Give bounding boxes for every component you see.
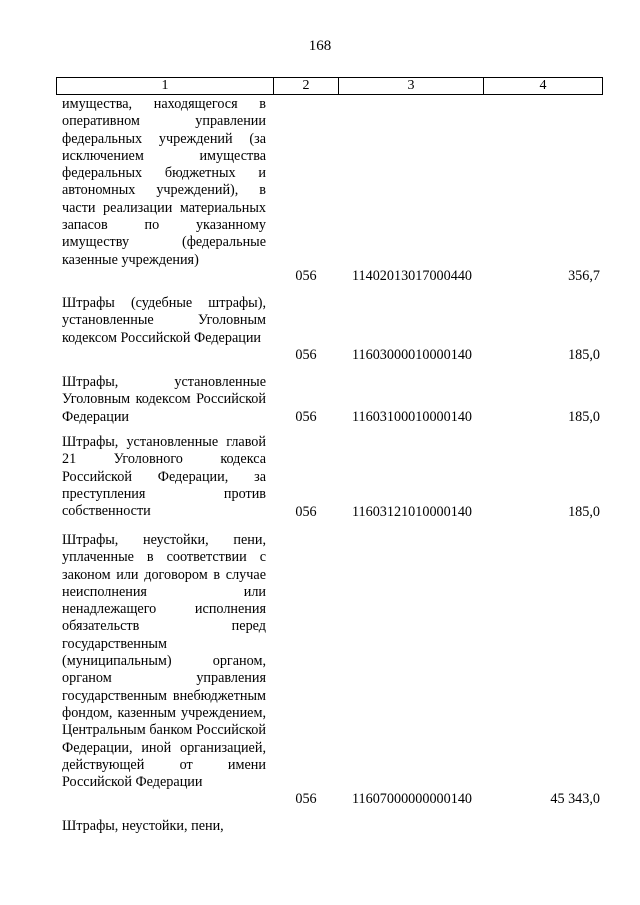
row-kbk: 11603121010000140 [351,504,473,520]
row-amount: 185,0 [568,347,600,363]
row-amount: 185,0 [568,504,600,520]
row-code: 056 [295,268,317,284]
row-description: Штрафы, установленные главой 21 Уголовного кодекса Российской Федерации, за преступления против собственности [62,434,266,520]
row-code: 056 [295,347,317,363]
row-kbk: 11402013017000440 [351,268,473,284]
row-description: имущества, находящегося в оперативном управлении федеральных учреждений (за исключением имущества федеральных бюджетных и автономных учреждений), в части реализации материальных запасов по указанному имуществу (федеральные казенные учреждения) [62,96,266,268]
row-amount: 185,0 [568,409,600,425]
column-header-2: 2 [274,78,339,95]
row-kbk: 11607000000000140 [351,791,473,807]
column-header-3: 3 [339,78,484,95]
column-header-1: 1 [57,78,274,95]
row-description: Штрафы, неустойки, пени, уплаченные в соответствии с законом или договором в случае неисполнения или ненадлежащего исполнения обязательств перед государственным (муниципальным) органом, органом управления государственным внебюджетным фондом, казенным учреждением, Центральным банком Российской Федерации, иной организацией, действующей от имени Российской Федерации [62,532,266,791]
page-number: 168 [308,38,332,54]
row-amount: 45 343,0 [550,791,600,807]
row-kbk: 11603100010000140 [351,409,473,425]
row-amount: 356,7 [568,268,600,284]
row-kbk: 11603000010000140 [351,347,473,363]
column-header-row [57,78,603,95]
row-description: Штрафы, неустойки, пени, [62,818,224,834]
row-description: Штрафы, установленные Уголовным кодексом Российской Федерации [62,374,266,425]
column-header-table [56,77,603,95]
row-code: 056 [295,791,317,807]
row-code: 056 [295,409,317,425]
row-description: Штрафы (судебные штрафы), установленные Уголовным кодексом Российской Федерации [62,295,266,346]
row-code: 056 [295,504,317,520]
column-header-4: 4 [484,78,603,95]
